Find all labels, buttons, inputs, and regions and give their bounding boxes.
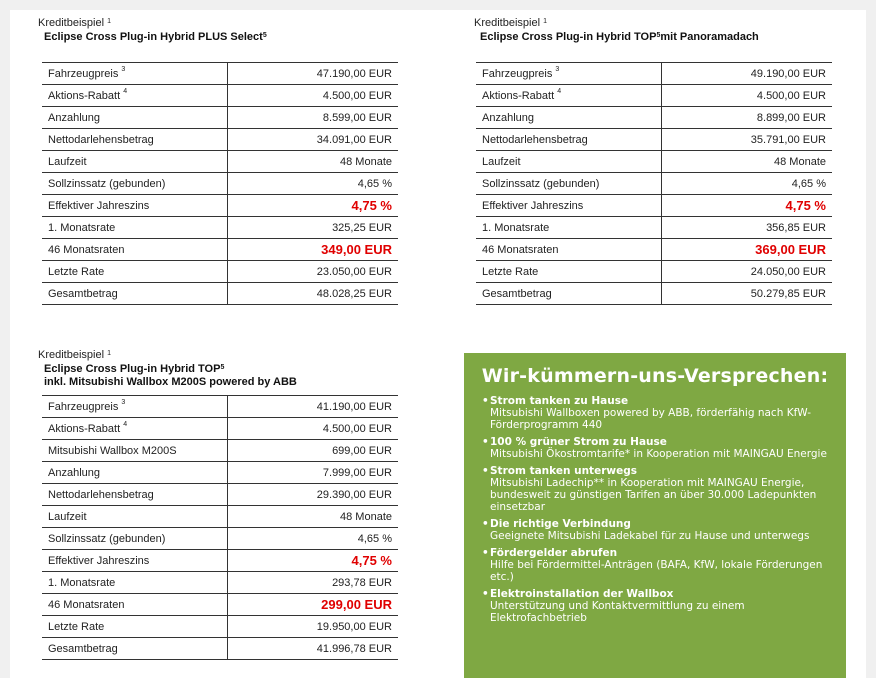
offer-3: [38, 348, 438, 389]
table-row: [42, 506, 398, 528]
row-label: Laufzeit: [476, 151, 662, 173]
row-value: 699,00 EUR: [228, 440, 399, 462]
row-value: 50.279,85 EUR: [662, 283, 833, 305]
row-value: 48 Monate: [228, 151, 399, 173]
page: [10, 10, 866, 678]
promise-list: [464, 395, 846, 624]
row-label: Effektiver Jahreszins: [476, 195, 662, 217]
promise-title: Wir-kümmern-uns-Versprechen:: [481, 365, 829, 387]
row-label: Nettodarlehensbetrag: [476, 129, 662, 151]
offer-1: [38, 16, 398, 44]
row-label: Gesamtbetrag: [42, 638, 228, 660]
promise-heading: Elektroinstallation der Wallbox: [490, 588, 674, 600]
row-value: 7.999,00 EUR: [228, 462, 399, 484]
table-row: [42, 85, 398, 107]
row-value: 4,65 %: [662, 173, 833, 195]
row-label: 46 Monatsraten: [42, 239, 228, 261]
row-label: Effektiver Jahreszins: [42, 550, 228, 572]
row-label: Laufzeit: [42, 151, 228, 173]
table-row: [42, 462, 398, 484]
offer-title: Eclipse Cross Plug-in Hybrid TOP$^5$: [44, 363, 225, 375]
highlight-value: 369,00 EUR: [662, 239, 833, 261]
row-label: 46 Monatsraten: [42, 594, 228, 616]
table-row: [42, 239, 398, 261]
table-row: [476, 85, 832, 107]
row-label: 1. Monatsrate: [42, 217, 228, 239]
row-label: Effektiver Jahreszins: [42, 195, 228, 217]
row-label: Gesamtbetrag: [476, 283, 662, 305]
row-value: 48.028,25 EUR: [228, 283, 399, 305]
row-value: 4,65 %: [228, 528, 399, 550]
promise-text: Hilfe bei Fördermittel-Anträgen (BAFA, KfW, lokale Förderungen etc.): [490, 559, 823, 583]
row-label: Gesamtbetrag: [42, 283, 228, 305]
highlight-value: 299,00 EUR: [228, 594, 399, 616]
promise-heading: 100 % grüner Strom zu Hause: [490, 436, 667, 448]
row-value: 41.190,00 EUR: [228, 396, 399, 418]
row-label: Nettodarlehensbetrag: [42, 129, 228, 151]
table-row: [476, 63, 832, 85]
offer-subtitle: inkl. Mitsubishi Wallbox M200S powered by ABB: [44, 376, 297, 388]
table-row: [42, 440, 398, 462]
promise-item: [482, 465, 846, 513]
promise-item: [482, 588, 846, 624]
offer-3-table: [42, 395, 398, 660]
row-label: Mitsubishi Wallbox M200S: [42, 440, 228, 462]
promise-item: [482, 547, 846, 583]
table-row: [42, 572, 398, 594]
bullet-icon: •: [482, 465, 489, 477]
table-row: [42, 616, 398, 638]
table-row: [476, 151, 832, 173]
table-row: [42, 594, 398, 616]
kreditbeispiel-label: Kreditbeispiel $^1$: [474, 17, 548, 29]
promise-item: [482, 518, 846, 542]
row-value: 47.190,00 EUR: [228, 63, 399, 85]
row-label: 46 Monatsraten: [476, 239, 662, 261]
table-row: [42, 107, 398, 129]
row-value: 24.050,00 EUR: [662, 261, 833, 283]
table-row: [42, 283, 398, 305]
promise-heading: Strom tanken unterwegs: [490, 465, 637, 477]
bullet-icon: •: [482, 547, 489, 559]
table-row: [42, 195, 398, 217]
table-row: [476, 107, 832, 129]
row-label: 1. Monatsrate: [476, 217, 662, 239]
row-label: Fahrzeugpreis $^3$: [42, 63, 228, 85]
row-value: 8.599,00 EUR: [228, 107, 399, 129]
highlight-value: 4,75 %: [228, 195, 399, 217]
row-value: 48 Monate: [662, 151, 833, 173]
table-row: [476, 217, 832, 239]
row-label: Anzahlung: [42, 462, 228, 484]
table-row: [42, 550, 398, 572]
offer-1-table: [42, 62, 398, 305]
row-label: Letzte Rate: [42, 616, 228, 638]
promise-heading: Fördergelder abrufen: [490, 547, 618, 559]
offer-2: [474, 16, 854, 44]
promise-box: [464, 353, 846, 678]
row-value: 4.500,00 EUR: [228, 418, 399, 440]
promise-text: Geeignete Mitsubishi Ladekabel für zu Hause und unterwegs: [490, 530, 810, 542]
table-row: [42, 129, 398, 151]
row-value: 34.091,00 EUR: [228, 129, 399, 151]
row-label: Fahrzeugpreis $^3$: [476, 63, 662, 85]
row-label: Nettodarlehensbetrag: [42, 484, 228, 506]
row-value: 8.899,00 EUR: [662, 107, 833, 129]
row-value: 325,25 EUR: [228, 217, 399, 239]
row-value: 41.996,78 EUR: [228, 638, 399, 660]
row-label: Anzahlung: [42, 107, 228, 129]
row-label: 1. Monatsrate: [42, 572, 228, 594]
row-label: Anzahlung: [476, 107, 662, 129]
row-label: Aktions-Rabatt $^4$: [476, 85, 662, 107]
kreditbeispiel-label: Kreditbeispiel $^1$: [38, 17, 112, 29]
table-row: [42, 217, 398, 239]
offer-title: Eclipse Cross Plug-in Hybrid TOP$^5$mit Panoramadach: [480, 31, 759, 43]
row-label: Letzte Rate: [42, 261, 228, 283]
offer-title: Eclipse Cross Plug-in Hybrid PLUS Select$^5$: [44, 31, 267, 43]
promise-text: Mitsubishi Ökostromtarife* in Kooperation mit MAINGAU Energie: [490, 448, 827, 460]
offer-2-table: [476, 62, 832, 305]
bullet-icon: •: [482, 395, 489, 407]
row-value: 4,65 %: [228, 173, 399, 195]
promise-item: [482, 436, 846, 460]
row-label: Fahrzeugpreis $^3$: [42, 396, 228, 418]
table-row: [42, 261, 398, 283]
row-value: 356,85 EUR: [662, 217, 833, 239]
row-label: Sollzinssatz (gebunden): [476, 173, 662, 195]
row-label: Letzte Rate: [476, 261, 662, 283]
highlight-value: 349,00 EUR: [228, 239, 399, 261]
highlight-value: 4,75 %: [228, 550, 399, 572]
promise-text: Mitsubishi Wallboxen powered by ABB, förderfähig nach KfW-Förderprogramm 440: [490, 407, 812, 431]
table-row: [476, 283, 832, 305]
bullet-icon: •: [482, 436, 489, 448]
bullet-icon: •: [482, 588, 489, 600]
row-value: 4.500,00 EUR: [662, 85, 833, 107]
table-row: [42, 63, 398, 85]
table-row: [476, 239, 832, 261]
row-label: Aktions-Rabatt $^4$: [42, 418, 228, 440]
promise-item: [482, 395, 846, 431]
row-value: 293,78 EUR: [228, 572, 399, 594]
row-value: 49.190,00 EUR: [662, 63, 833, 85]
promise-heading: Die richtige Verbindung: [490, 518, 631, 530]
row-label: Sollzinssatz (gebunden): [42, 528, 228, 550]
table-row: [476, 195, 832, 217]
row-value: 23.050,00 EUR: [228, 261, 399, 283]
table-row: [42, 528, 398, 550]
table-row: [42, 396, 398, 418]
bullet-icon: •: [482, 518, 489, 530]
highlight-value: 4,75 %: [662, 195, 833, 217]
table-row: [42, 418, 398, 440]
promise-text: Unterstützung und Kontaktvermittlung zu einem Elektrofachbetrieb: [490, 600, 745, 624]
row-value: 35.791,00 EUR: [662, 129, 833, 151]
table-row: [42, 151, 398, 173]
table-row: [476, 261, 832, 283]
table-row: [42, 484, 398, 506]
row-value: 48 Monate: [228, 506, 399, 528]
row-label: Sollzinssatz (gebunden): [42, 173, 228, 195]
row-value: 19.950,00 EUR: [228, 616, 399, 638]
kreditbeispiel-label: Kreditbeispiel $^1$: [38, 349, 112, 361]
table-row: [476, 173, 832, 195]
row-value: 4.500,00 EUR: [228, 85, 399, 107]
table-row: [476, 129, 832, 151]
promise-text: Mitsubishi Ladechip** in Kooperation mit MAINGAU Energie, bundesweit zu günstigen Tarifen an über 30.000 Ladepunkten einsetzbar: [490, 477, 817, 513]
row-label: Aktions-Rabatt $^4$: [42, 85, 228, 107]
table-row: [42, 173, 398, 195]
row-value: 29.390,00 EUR: [228, 484, 399, 506]
row-label: Laufzeit: [42, 506, 228, 528]
promise-heading: Strom tanken zu Hause: [490, 395, 629, 407]
table-row: [42, 638, 398, 660]
